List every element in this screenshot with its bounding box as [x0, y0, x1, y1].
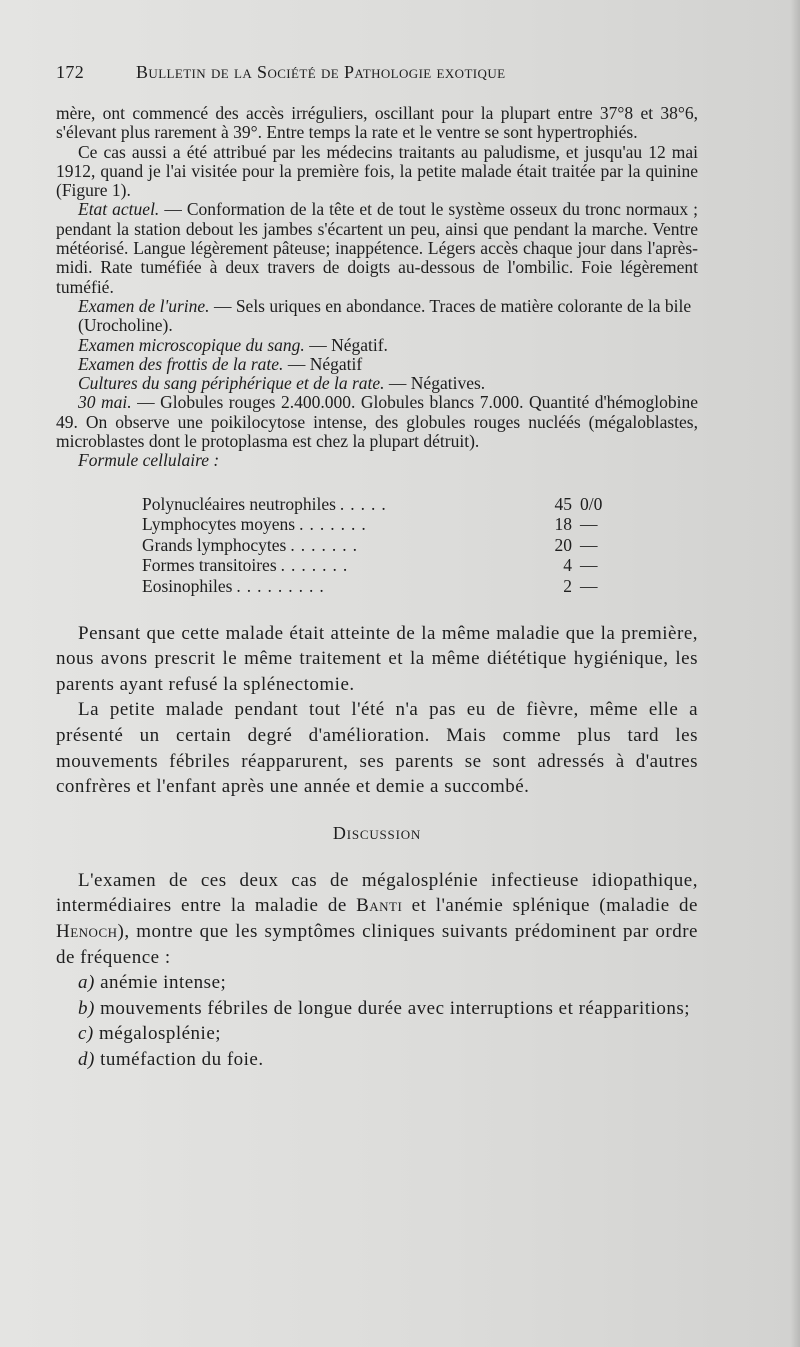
urine-result: [78, 297, 698, 336]
lab-results: [56, 297, 698, 393]
cell-value: 2: [563, 576, 572, 597]
page-body: [56, 104, 698, 1073]
item-label: c): [78, 1023, 94, 1045]
item-label: b): [78, 997, 95, 1019]
blood-count: [56, 393, 698, 451]
formula-label: Formule cellulaire :: [78, 450, 220, 471]
cell-unit: —: [580, 555, 598, 576]
cultures-label: Cultures du sang périphérique et de la rate.: [78, 373, 385, 394]
date-label: 30 mai.: [78, 392, 132, 413]
running-title: Bulletin de la Société de Pathologie exotique: [136, 62, 506, 82]
cell-name: Formes transitoires: [142, 555, 277, 576]
paragraph: Ce cas aussi a été attribué par les médecins traitants au paludisme, et jusqu'au 12 mai 1912, quand je l'ai visitée pour la première fois, la petite malade était traitée par la quinine (Figure 1).: [56, 141, 698, 201]
cell-formula-table: [142, 494, 678, 597]
case-report: [56, 104, 698, 297]
page-number: 172: [56, 62, 85, 82]
list-item: [56, 970, 698, 996]
frottis-result: [78, 355, 698, 374]
table-row: [142, 576, 678, 597]
item-text: mégalosplénie;: [93, 1023, 222, 1045]
symptom-list: [56, 970, 698, 1072]
item-text: mouvements fébriles de longue durée avec interruptions et réapparitions;: [94, 997, 691, 1019]
urine-label: Examen de l'urine.: [78, 295, 210, 316]
item-text: anémie intense;: [94, 972, 227, 994]
paragraph-blood: [56, 393, 698, 451]
section-heading: Discussion: [332, 822, 422, 843]
leader-dots: .......: [299, 514, 372, 535]
cell-value: 20: [554, 534, 572, 555]
cell-value: 45: [554, 493, 572, 514]
cell-name: Grands lymphocytes: [142, 534, 287, 555]
table-row: [142, 494, 678, 515]
text-run: ), montre que les symptômes cliniques suivants prédominent par ordre de fréquence :: [56, 920, 698, 968]
cell-unit: —: [580, 534, 598, 555]
list-item: [56, 996, 698, 1022]
text-run: et l'anémie splénique (maladie de: [402, 895, 698, 917]
etat-text: — Conformation de la tête et de tout le système osseux du tronc normaux ; pendant la station debout les jambes s'écartent un peu, ainsi que pendant la marche. Ventre météorisé. Langue légèrement pâteuse; inappétence. Légers accès chaque jour dans l'après-midi. Rate tuméfiée à deux travers de doigts au-dessous de l'ombilic. Foie légèrement tuméfié.: [56, 199, 698, 297]
urine-text: — Sels uriques en abondance. Traces de matière colorante de la bile (Urocholine).: [78, 295, 692, 336]
cell-unit: 0/0: [580, 493, 603, 514]
running-header: [56, 62, 700, 88]
cell-value: 18: [554, 514, 572, 535]
paragraph-discussion: [56, 868, 698, 970]
cell-name: Eosinophiles: [142, 576, 233, 597]
paragraph: mère, ont commencé des accès irréguliers, oscillant pour la plupart entre 37°8 et 38°6, s'élevant plus rarement à 39°. Entre temps la rate et le ventre se sont hypertrophiés.: [56, 103, 698, 143]
item-text: tuméfaction du foie.: [94, 1048, 264, 1070]
table-row: [142, 555, 678, 576]
item-label: d): [78, 1048, 95, 1070]
micro-text: — Négatif.: [304, 334, 388, 355]
etat-label: Etat actuel.: [78, 199, 160, 220]
paragraph-etat-actuel: [56, 200, 698, 296]
item-label: a): [78, 972, 95, 994]
cell-value: 4: [563, 555, 572, 576]
table-row: [142, 535, 678, 556]
list-item: [56, 1047, 698, 1073]
cell-unit: —: [580, 576, 598, 597]
paragraph: La petite malade pendant tout l'été n'a pas eu de fièvre, même elle a présenté un certain degré d'amélioration. Mais comme plus tard les mouvements fébriles réapparurent, ses parents se sont adressés à d'autres confrères et l'enfant après une année et demie a succombé.: [56, 699, 698, 798]
cell-name: Polynucléaires neutrophiles: [142, 493, 336, 514]
leader-dots: .......: [290, 534, 363, 555]
cell-name: Lymphocytes moyens: [142, 514, 296, 535]
date-text: — Globules rouges 2.400.000. Globules blancs 7.000. Quantité d'hémoglobine 49. On observe une poikilocytose intense, des globules rouges nucléés (mégaloblastes, microblastes dont le protoplasma est chez la plupart détruit).: [56, 392, 698, 452]
paragraph: Pensant que cette malade était atteinte de la même maladie que la première, nous avons prescrit le même traitement et la même diététique hygiénique, les parents ayant refusé la splénectomie.: [56, 622, 698, 695]
micro-label: Examen microscopique du sang.: [78, 334, 305, 355]
text-run: L'examen de ces deux cas de mégalosplénie infectieuse idiopathique, intermédiaires entre la maladie de: [56, 869, 698, 917]
list-item: [56, 1021, 698, 1047]
cultures-text: — Négatives.: [384, 373, 486, 394]
leader-dots: .........: [236, 576, 330, 597]
cultures-result: [78, 374, 698, 393]
leader-dots: .......: [280, 555, 354, 576]
formula-heading: [56, 451, 698, 470]
frottis-label: Examen des frottis de la rate.: [78, 353, 284, 374]
frottis-text: — Négatif: [283, 353, 363, 374]
leader-dots: .....: [339, 493, 392, 514]
micro-result: [78, 336, 698, 355]
table-row: [142, 514, 678, 535]
author-banti: Banti: [356, 895, 403, 917]
author-henoch: Henoch: [56, 920, 118, 942]
cell-unit: —: [580, 514, 598, 535]
discussion-section: [56, 621, 698, 971]
